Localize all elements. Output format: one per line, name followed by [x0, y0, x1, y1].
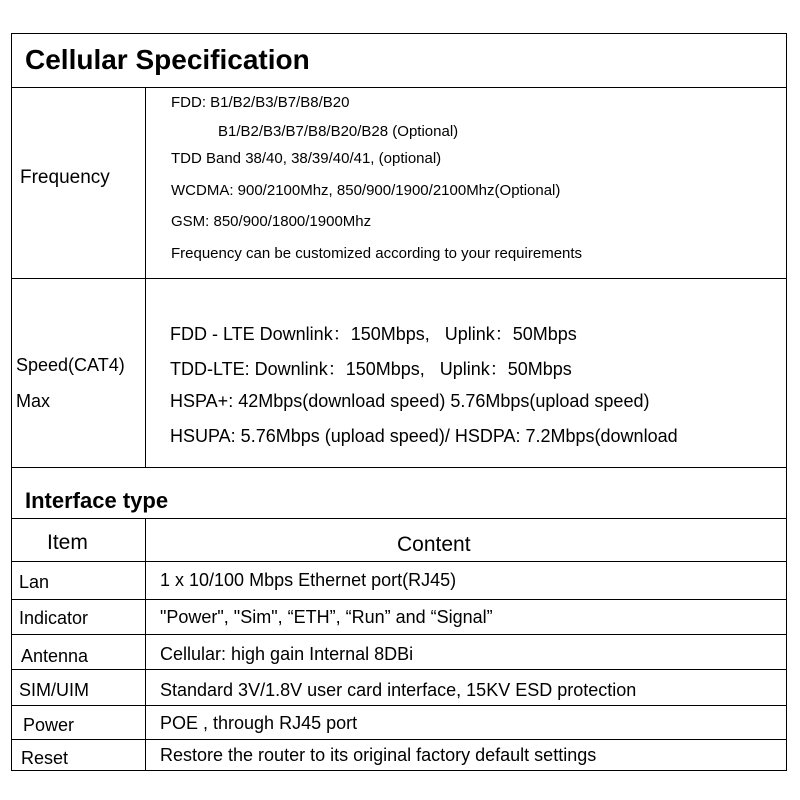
divider	[11, 599, 787, 600]
row-content-lan: 1 x 10/100 Mbps Ethernet port(RJ45)	[160, 570, 457, 590]
divider	[11, 739, 787, 740]
frequency-line: B1/B2/B3/B7/B8/B20/B28 (Optional)	[218, 123, 459, 140]
row-item-indicator: Indicator	[19, 608, 89, 628]
column-header-item: Item	[47, 531, 88, 554]
divider	[11, 278, 787, 279]
speed-line: HSUPA: 5.76Mbps (upload speed)/ HSDPA: 7.2Mbps(download	[170, 426, 678, 446]
row-item-reset: Reset	[21, 748, 69, 768]
divider	[11, 467, 787, 468]
row-item-power: Power	[23, 715, 75, 735]
row-content-sim: Standard 3V/1.8V user card interface, 15KV ESD protection	[160, 680, 637, 700]
column-divider	[145, 87, 146, 467]
speed-line: HSPA+: 42Mbps(download speed) 5.76Mbps(upload speed)	[170, 391, 650, 411]
speed-label: Speed(CAT4)	[16, 355, 125, 375]
row-item-sim: SIM/UIM	[19, 680, 89, 700]
speed-label-max: Max	[16, 391, 51, 411]
row-content-reset: Restore the router to its original factory default settings	[160, 745, 597, 765]
frequency-line: GSM: 850/900/1800/1900Mhz	[171, 213, 372, 230]
row-item-lan: Lan	[19, 572, 50, 592]
divider	[11, 705, 787, 706]
divider	[11, 669, 787, 670]
divider	[11, 87, 787, 88]
divider	[11, 561, 787, 562]
frequency-line: WCDMA: 900/2100Mhz, 850/900/1900/2100Mhz(Optional)	[171, 182, 561, 199]
divider	[11, 634, 787, 635]
row-content-power: POE , through RJ45 port	[160, 713, 358, 733]
frequency-label: Frequency	[20, 167, 110, 188]
frequency-line: FDD: B1/B2/B3/B7/B8/B20	[171, 94, 350, 111]
column-header-content: Content	[397, 533, 471, 556]
divider	[11, 518, 787, 519]
row-content-antenna: Cellular: high gain Internal 8DBi	[160, 644, 414, 664]
section-title-cellular: Cellular Specification	[25, 44, 310, 75]
row-item-antenna: Antenna	[21, 646, 89, 666]
frequency-line: TDD Band 38/40, 38/39/40/41, (optional)	[171, 150, 442, 167]
section-title-interface: Interface type	[25, 488, 169, 513]
speed-line: FDD - LTE Downlink：150Mbps, Uplink：50Mbps	[170, 324, 577, 344]
row-content-indicator: "Power", "Sim", “ETH”, “Run” and “Signal”	[160, 607, 493, 627]
frequency-line: Frequency can be customized according to your requirements	[171, 245, 583, 262]
column-divider	[145, 518, 146, 771]
speed-line: TDD-LTE: Downlink：150Mbps, Uplink：50Mbps	[170, 359, 572, 379]
